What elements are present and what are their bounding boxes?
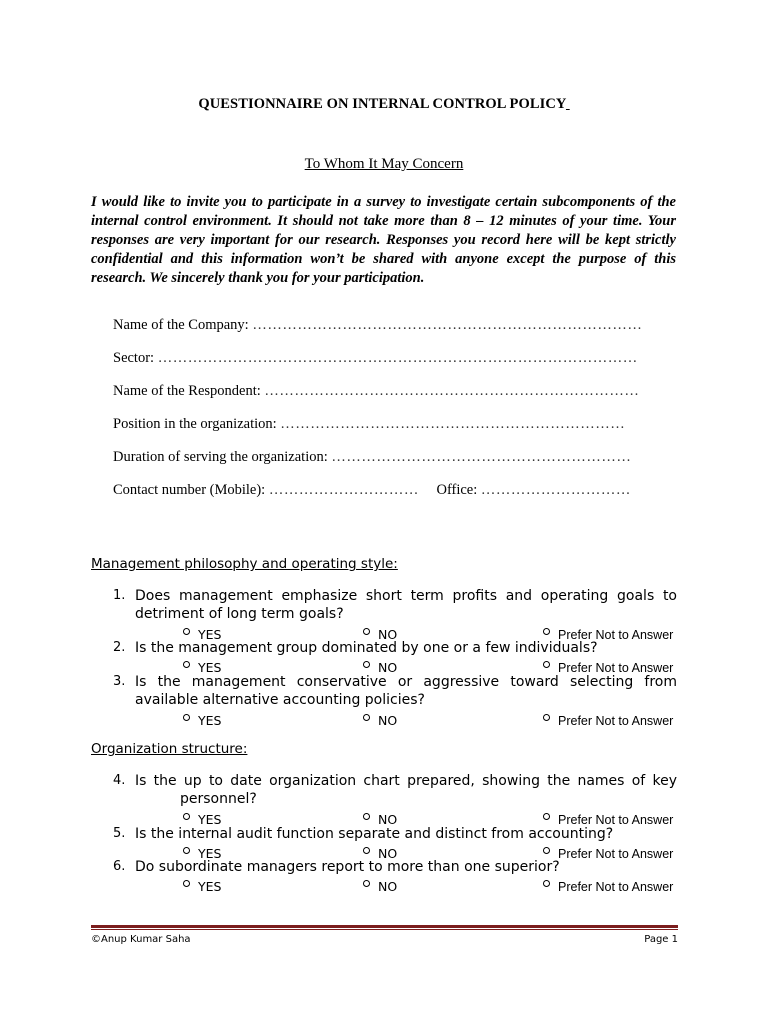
footer-rule-thin: [91, 929, 678, 930]
option-yes[interactable]: YES: [183, 843, 221, 862]
radio-circle-icon[interactable]: [183, 847, 190, 854]
question-6: 6. Do subordinate managers report to more than one superior?: [113, 859, 560, 875]
option-no[interactable]: NO: [363, 843, 397, 862]
question-2: 2. Is the management group dominated by one or a few individuals?: [113, 640, 598, 656]
radio-circle-icon[interactable]: [543, 847, 550, 854]
section-organization-heading: Organization structure:: [91, 741, 248, 757]
footer-page-number: Page 1: [644, 934, 678, 945]
radio-circle-icon[interactable]: [183, 661, 190, 668]
contact-label: Contact number (Mobile):: [113, 482, 266, 498]
option-no[interactable]: NO: [363, 624, 397, 643]
radio-circle-icon[interactable]: [543, 880, 550, 887]
radio-circle-icon[interactable]: [363, 847, 370, 854]
question-3: 3. Is the management conservative or aggressive toward selecting from available alternative accounting policies?: [113, 674, 677, 708]
radio-circle-icon[interactable]: [543, 813, 550, 820]
option-no[interactable]: NO: [363, 876, 397, 895]
sector-label: Sector:: [113, 350, 155, 366]
option-prefer-not[interactable]: Prefer Not to Answer: [543, 624, 673, 643]
respondent-label: Name of the Respondent:: [113, 383, 261, 399]
footer-rule-thick: [91, 925, 678, 928]
radio-circle-icon[interactable]: [543, 714, 550, 721]
option-prefer-not[interactable]: Prefer Not to Answer: [543, 710, 673, 729]
radio-circle-icon[interactable]: [363, 813, 370, 820]
option-yes[interactable]: YES: [183, 624, 221, 643]
radio-circle-icon[interactable]: [183, 813, 190, 820]
company-field[interactable]: Name of the Company: ……………………………………………………………………: [113, 317, 643, 333]
option-prefer-not[interactable]: Prefer Not to Answer: [543, 809, 673, 828]
section-management-heading: Management philosophy and operating style:: [91, 556, 398, 572]
option-prefer-not[interactable]: Prefer Not to Answer: [543, 876, 673, 895]
radio-circle-icon[interactable]: [183, 714, 190, 721]
document-title: QUESTIONNAIRE ON INTERNAL CONTROL POLICY: [198, 96, 566, 112]
respondent-field[interactable]: Name of the Respondent: …………………………………………………………………: [113, 383, 640, 399]
answer-options-6: [0, 876, 768, 892]
answer-options-2: [0, 657, 768, 673]
option-no[interactable]: NO: [363, 809, 397, 828]
question-4: 4. Is the up to date organization chart prepared, showing the names of key personnel?: [113, 773, 677, 807]
office-label: Office:: [436, 482, 478, 498]
option-yes[interactable]: YES: [183, 809, 221, 828]
answer-options-5: [0, 843, 768, 859]
radio-circle-icon[interactable]: [543, 628, 550, 635]
sector-field[interactable]: Sector: ……………………………………………………………………………………: [113, 350, 638, 366]
respondent-details: [113, 317, 673, 515]
radio-circle-icon[interactable]: [363, 880, 370, 887]
duration-field[interactable]: Duration of serving the organization: ……………………………………………………: [113, 449, 632, 465]
duration-label: Duration of serving the organization:: [113, 449, 328, 465]
radio-circle-icon[interactable]: [183, 880, 190, 887]
option-yes[interactable]: YES: [183, 710, 221, 729]
radio-circle-icon[interactable]: [363, 661, 370, 668]
option-prefer-not[interactable]: Prefer Not to Answer: [543, 657, 673, 676]
option-prefer-not[interactable]: Prefer Not to Answer: [543, 843, 673, 862]
salutation: To Whom It May Concern: [304, 156, 464, 172]
radio-circle-icon[interactable]: [363, 628, 370, 635]
radio-circle-icon[interactable]: [543, 661, 550, 668]
question-1: 1. Does management emphasize short term profits and operating goals to detriment of long term goals?: [113, 588, 677, 622]
radio-circle-icon[interactable]: [363, 714, 370, 721]
company-label: Name of the Company:: [113, 317, 249, 333]
option-yes[interactable]: YES: [183, 657, 221, 676]
answer-options-4: [0, 809, 768, 825]
option-no[interactable]: NO: [363, 657, 397, 676]
question-5: 5. Is the internal audit function separate and distinct from accounting?: [113, 826, 614, 842]
answer-options-1: [0, 624, 768, 640]
position-label: Position in the organization:: [113, 416, 277, 432]
intro-paragraph: I would like to invite you to participate in a survey to investigate certain subcomponents of the internal control environment. It should not take more than 8 – 12 minutes of your time. Your responses are very important for our research. Responses you record here will be kept strictly confidential and this information won’t be shared with anyone except the purpose of this research. We sincerely thank you for your participation.: [91, 194, 676, 286]
radio-circle-icon[interactable]: [183, 628, 190, 635]
contact-field[interactable]: Contact number (Mobile): ………………………… Office: …………………………: [113, 482, 631, 498]
option-yes[interactable]: YES: [183, 876, 221, 895]
position-field[interactable]: Position in the organization: ……………………………………………………………: [113, 416, 626, 432]
footer-author: ©Anup Kumar Saha: [91, 934, 191, 945]
answer-options-3: [0, 710, 768, 726]
option-no[interactable]: NO: [363, 710, 397, 729]
